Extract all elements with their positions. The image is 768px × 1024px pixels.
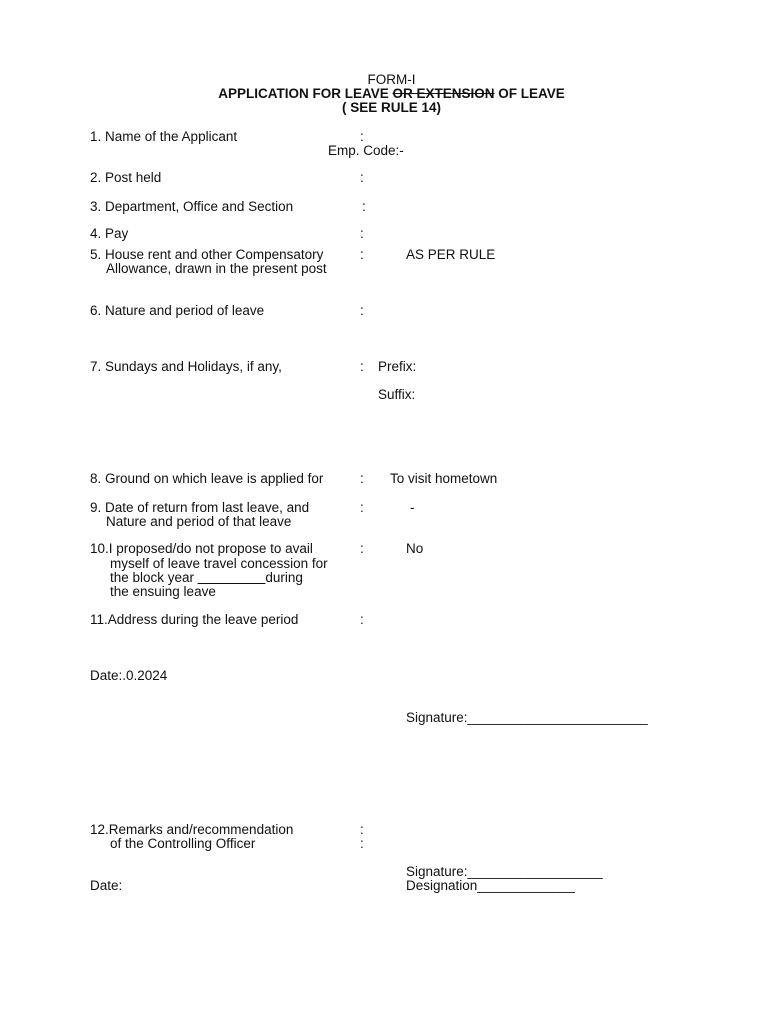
item-7-suffix: Suffix:: [378, 387, 416, 402]
emp-code-label: Emp. Code:-: [328, 143, 404, 158]
item-7-prefix: Prefix:: [378, 359, 417, 374]
item-10-label-line-1: 10.I proposed/do not propose to avail: [90, 541, 313, 556]
officer-signature: Signature:__________________: [406, 864, 603, 879]
item-12-label-line-2: of the Controlling Officer: [110, 836, 256, 851]
item-8-label: 8. Ground on which leave is applied for: [90, 471, 324, 486]
title-part-2: OF LEAVE: [494, 86, 565, 101]
item-7-colon: :: [360, 359, 364, 374]
applicant-signature: Signature:________________________: [406, 710, 648, 725]
officer-designation: Designation_____________: [406, 878, 575, 893]
item-2-label: 2. Post held: [90, 170, 162, 185]
item-9-value: -: [410, 500, 415, 515]
item-5-label-line-1: 5. House rent and other Compensatory: [90, 247, 324, 262]
item-11-colon: :: [360, 612, 364, 627]
item-12-label-line-1: 12.Remarks and/recommendation: [90, 822, 294, 837]
item-9-label-line-1: 9. Date of return from last leave, and: [90, 500, 310, 515]
item-10-during-text: during: [265, 570, 303, 585]
title-part-1: APPLICATION FOR LEAVE: [218, 86, 393, 101]
item-10-value: No: [406, 541, 424, 556]
item-10-colon: :: [360, 541, 364, 556]
item-12-colon-2: :: [360, 836, 364, 851]
item-1-label: 1. Name of the Applicant: [90, 129, 238, 144]
rule-reference: ( SEE RULE 14): [341, 100, 442, 115]
item-10-block-year-blank: _________: [197, 570, 266, 585]
item-7-label: 7. Sundays and Holidays, if any,: [90, 359, 282, 374]
item-8-value: To visit hometown: [390, 471, 498, 486]
item-6-colon: :: [360, 303, 364, 318]
item-5-label-line-2: Allowance, drawn in the present post: [106, 261, 327, 276]
item-3-label: 3. Department, Office and Section: [90, 199, 294, 214]
item-6-label: 6. Nature and period of leave: [90, 303, 265, 318]
officer-date: Date:: [90, 878, 123, 893]
item-11-label: 11.Address during the leave period: [90, 612, 299, 627]
item-4-label: 4. Pay: [90, 226, 129, 241]
item-10-block-year-text: the block year: [110, 570, 198, 585]
title-struck-text: OR EXTENSION: [392, 86, 495, 101]
item-9-colon: :: [360, 500, 364, 515]
form-title: [0, 86, 768, 101]
item-9-label-line-2: Nature and period of that leave: [106, 514, 292, 529]
item-2-colon: :: [360, 170, 364, 185]
item-5-value: AS PER RULE: [406, 247, 496, 262]
item-10-label-line-2: myself of leave travel concession for: [110, 556, 328, 571]
item-10-label-line-4: the ensuing leave: [110, 584, 216, 599]
item-10-label-line-3: [110, 570, 303, 585]
form-number: FORM-I: [367, 72, 416, 87]
item-4-colon: :: [360, 226, 364, 241]
item-1-colon: :: [360, 129, 364, 144]
item-5-colon: :: [360, 247, 364, 262]
item-12-colon-1: :: [360, 822, 364, 837]
item-8-colon: :: [360, 471, 364, 486]
applicant-date: Date:.0.2024: [90, 668, 168, 683]
item-3-colon: :: [362, 199, 366, 214]
